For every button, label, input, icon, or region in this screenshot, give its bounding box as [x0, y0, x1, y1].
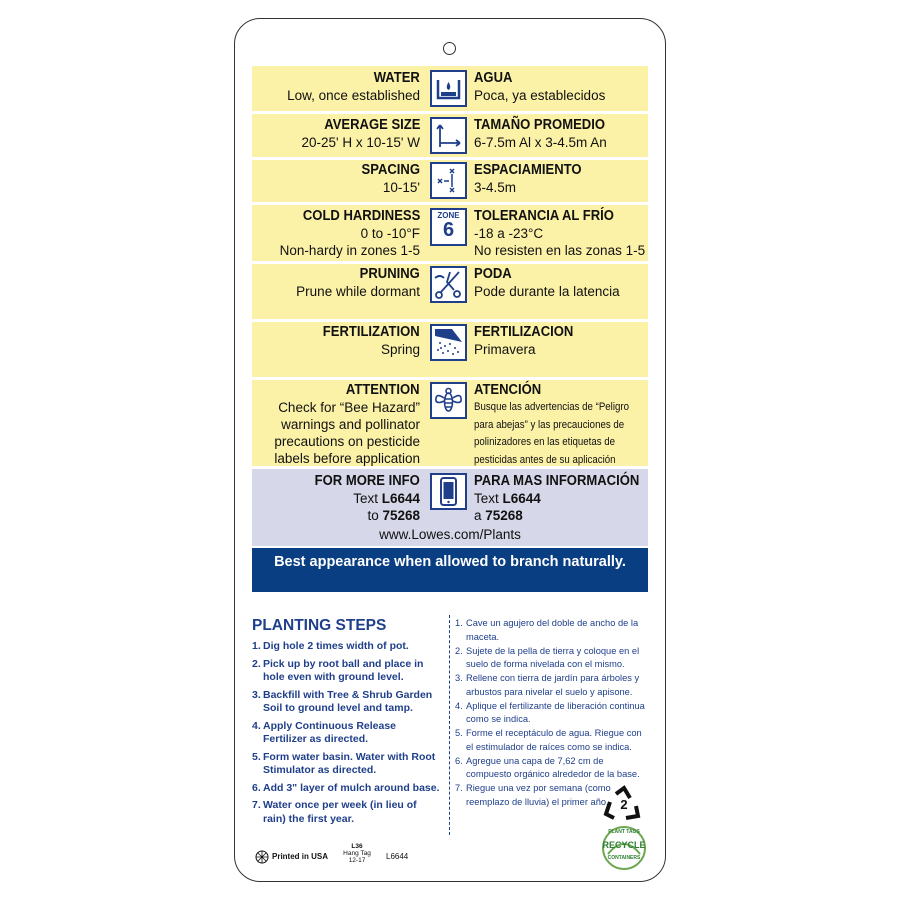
size-arrows-icon — [430, 117, 467, 154]
steps-divider — [449, 615, 450, 835]
list-item: 3. Backfill with Tree & Shrub Garden Soil to ground level and tamp. — [252, 688, 433, 714]
tag-code-hang-tag: Hang Tag — [343, 850, 371, 857]
water-en: WATER Low, once established — [287, 70, 420, 103]
pruning-shears-icon — [430, 266, 467, 303]
list-item: 5. Forme el receptáculo de agua. Riegue con el estimulador de raíces como se indica. — [455, 728, 642, 752]
recycle-number: 2 — [620, 797, 628, 812]
tag-code-date: 12-17 — [348, 857, 366, 864]
website-link[interactable]: www.Lowes.com/Plants — [379, 527, 521, 542]
pruning-es: PODA Pode durante la latencia — [474, 266, 620, 299]
info-code-es: L6644 — [502, 491, 541, 506]
fertilization-es: FERTILIZACION Primavera — [474, 324, 574, 357]
info-to-label: to — [367, 508, 383, 523]
pruning-en: PRUNING Prune while dormant — [296, 266, 420, 299]
spacing-icon — [430, 162, 467, 199]
printer-logo-icon — [255, 850, 269, 864]
zone-icon — [430, 208, 467, 246]
list-item: 6. Agregue una capa de 7,62 cm de compuesto orgánico alrededor de la base. — [455, 755, 640, 779]
plant-tags-label: PLANT TAGS — [608, 829, 640, 835]
tag-code-l36: L36 — [351, 843, 363, 850]
cold-hardiness-en: COLD HARDINESS 0 to -10°F Non-hardy in zones 1-5 — [279, 208, 420, 258]
info-to-label-es: a — [474, 508, 486, 523]
size-en: AVERAGE SIZE 20-25' H x 10-15' W — [301, 117, 420, 150]
care-banner: Best appearance when allowed to branch naturally. — [252, 548, 648, 592]
planting-steps-en — [252, 640, 442, 830]
footer-code: L6644 — [386, 852, 409, 861]
water-icon — [430, 70, 467, 107]
bee-icon — [430, 382, 467, 419]
recycle-badge — [596, 784, 652, 874]
more-info-en: FOR MORE INFO Text L6644 to 75268 — [314, 473, 420, 523]
planting-steps-es — [455, 617, 647, 810]
info-number: 75268 — [382, 508, 420, 523]
list-item: 1. Cave un agujero del doble de ancho de la maceta. — [455, 618, 639, 642]
attention-en: ATTENTION Check for “Bee Hazard” warnings and pollinator precautions on pesticide labels before application — [274, 382, 420, 466]
list-item: 5. Form water basin. Water with Root Stimulator as directed. — [252, 750, 436, 776]
zone-number: 6 — [442, 219, 455, 241]
phone-icon — [430, 473, 467, 510]
planting-steps-title: PLANTING STEPS — [252, 617, 387, 634]
info-code: L6644 — [381, 491, 420, 506]
water-es: AGUA Poca, ya establecidos — [474, 70, 606, 103]
info-text-label: Text — [353, 491, 382, 506]
tag-print-code — [336, 843, 378, 864]
info-text-label-es: Text — [474, 491, 503, 506]
spacing-en: SPACING 10-15' — [361, 162, 420, 195]
fertilizer-icon — [430, 324, 467, 361]
list-item: 3. Rellene con tierra de jardín para árboles y arbustos para nivelar el suelo y apisone. — [455, 673, 640, 697]
list-item: 2. Sujete de la pella de tierra y coloque en el suelo de forma nivelada con el mismo. — [455, 645, 640, 669]
attention-es: ATENCIÓN Busque las advertencias de “Peligro para abejas” y las precauciones de polinizadores en las etiquetas de pesticidas antes de su aplicación — [474, 382, 629, 466]
recycle-label: RECYCLE — [602, 840, 646, 850]
hang-hole — [443, 42, 456, 55]
fertilization-en: FERTILIZATION Spring — [323, 324, 420, 357]
list-item: 4. Apply Continuous Release Fertilizer as directed. — [252, 719, 397, 745]
list-item: 6. Add 3" layer of mulch around base. — [252, 781, 440, 794]
info-number-es: 75268 — [485, 508, 523, 523]
containers-label: CONTAINERS — [607, 855, 641, 861]
list-item: 7. Riegue una vez por semana (como reemplazo de lluvia) el primer año. — [455, 783, 611, 807]
list-item: 2. Pick up by root ball and place in hole even with ground level. — [252, 657, 424, 683]
cold-hardiness-es: TOLERANCIA AL FRÍO -18 a -23°C No resisten en las zonas 1-5 — [474, 208, 646, 258]
size-es: TAMAÑO PROMEDIO 6-7.5m Al x 3-4.5m An — [474, 117, 607, 150]
more-info-es: PARA MAS INFORMACIÓN Text L6644 a 75268 — [474, 473, 640, 523]
list-item: 1. Dig hole 2 times width of pot. — [252, 640, 409, 652]
printed-in-usa: Printed in USA — [272, 852, 329, 861]
zone-label: ZONE — [437, 211, 460, 220]
list-item: 4. Aplique el fertilizante de liberación continua como se indica. — [455, 700, 645, 724]
list-item: 7. Water once per week (in lieu of rain) the first year. — [252, 799, 417, 825]
spacing-es: ESPACIAMIENTO 3-4.5m — [474, 162, 582, 195]
